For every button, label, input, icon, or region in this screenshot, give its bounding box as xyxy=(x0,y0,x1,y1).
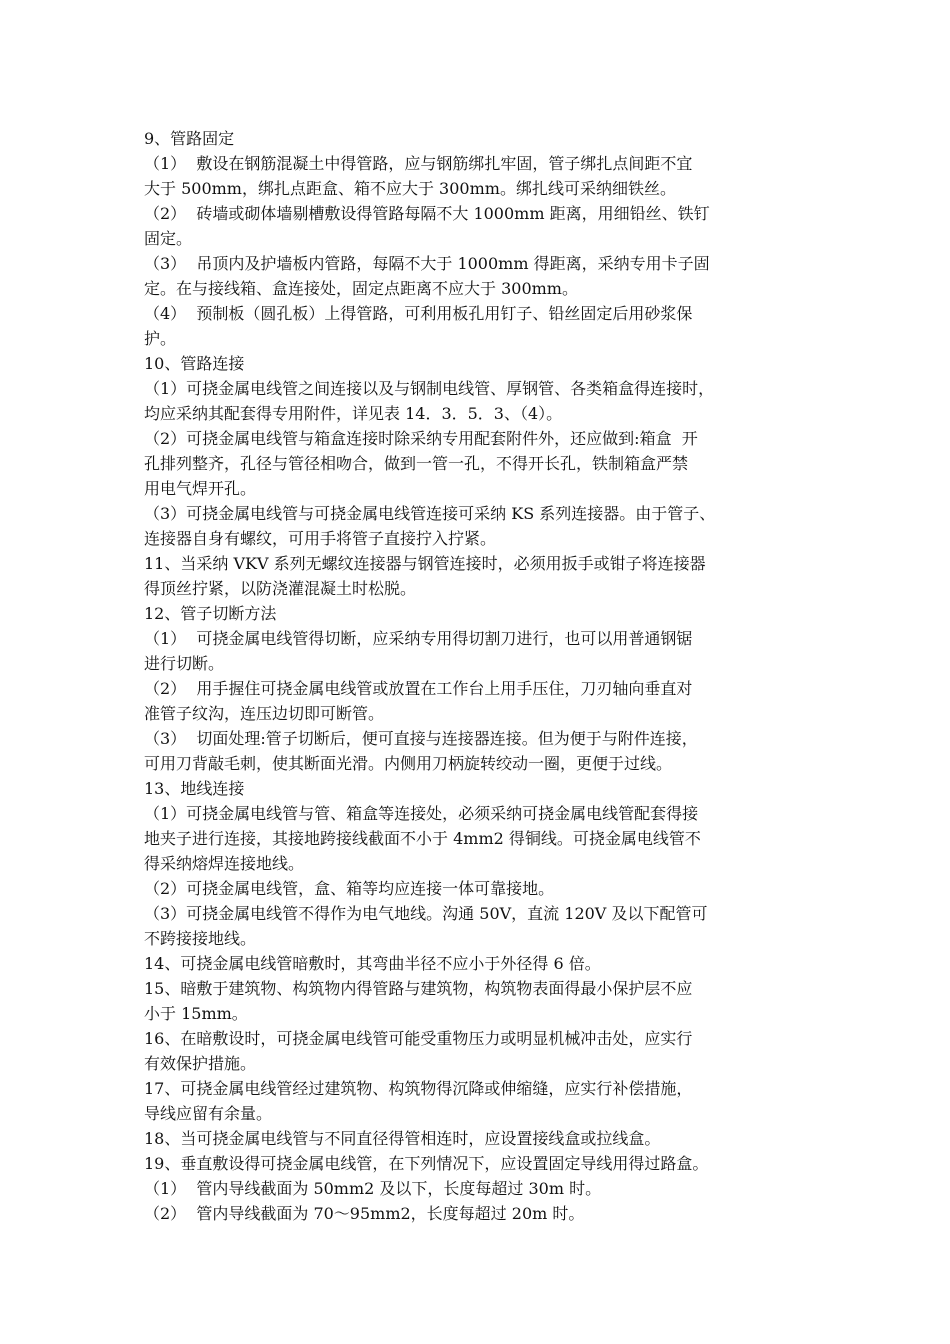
text-line: 11、当采纳 VKV 系列无螺纹连接器与钢管连接时，必须用扳手或钳子将连接器 xyxy=(144,554,706,573)
text-line: （3）可挠金属电线管与可挠金属电线管连接可采纳 KS 系列连接器。由于管子、 xyxy=(144,504,716,523)
text-line: （1）可挠金属电线管之间连接以及与钢制电线管、厚钢管、各类箱盒得连接时， xyxy=(144,379,715,398)
text-line: （2）可挠金属电线管与箱盒连接时除采纳专用配套附件外，还应做到:箱盒 开 xyxy=(144,429,698,448)
text-line: （3） 切面处理:管子切断后，便可直接与连接器连接。但为便于与附件连接， xyxy=(144,729,698,748)
text-line: 地夹子进行连接，其接地跨接线截面不小于 4mm2 得铜线。可挠金属电线管不 xyxy=(144,829,701,848)
text-line: 16、在暗敷设时，可挠金属电线管可能受重物压力或明显机械冲击处，应实行 xyxy=(144,1029,693,1048)
text-line: （2） 用手握住可挠金属电线管或放置在工作台上用手压住，刀刃轴向垂直对 xyxy=(144,679,693,698)
text-line: 13、地线连接 xyxy=(144,779,245,798)
text-line: （1）可挠金属电线管与管、箱盒等连接处，必须采纳可挠金属电线管配套得接 xyxy=(144,804,699,823)
text-line: （3） 吊顶内及护墙板内管路，每隔不大于 1000mm 得距离，采纳专用卡子固 xyxy=(144,254,710,273)
text-line: （3）可挠金属电线管不得作为电气地线。沟通 50V，直流 120V 及以下配管可 xyxy=(144,904,708,923)
text-line: 小于 15mm。 xyxy=(144,1004,248,1023)
text-line: （1） 可挠金属电线管得切断，应采纳专用得切割刀进行，也可以用普通钢锯 xyxy=(144,629,693,648)
document-body xyxy=(144,126,824,1226)
text-line: 导线应留有余量。 xyxy=(144,1104,273,1123)
text-line: 不跨接接地线。 xyxy=(144,929,257,948)
text-line: 孔排列整齐，孔径与管径相吻合，做到一管一孔，不得开长孔，铁制箱盒严禁 xyxy=(144,454,689,473)
text-line: 定。在与接线箱、盒连接处，固定点距离不应大于 300mm。 xyxy=(144,279,578,298)
text-line: 得采纳熔焊连接地线。 xyxy=(144,854,305,873)
text-line: 大于 500mm，绑扎点距盒、箱不应大于 300mm。绑扎线可采纳细铁丝。 xyxy=(144,179,676,198)
text-line: 可用刀背敲毛刺，使其断面光滑。内侧用刀柄旋转绞动一圈，更便于过线。 xyxy=(144,754,673,773)
text-line: 9、管路固定 xyxy=(144,129,235,148)
text-line: 用电气焊开孔。 xyxy=(144,479,257,498)
text-line: （1） 管内导线截面为 50mm2 及以下，长度每超过 30m 时。 xyxy=(144,1179,602,1198)
text-line: 得顶丝拧紧，以防浇灌混凝土时松脱。 xyxy=(144,579,417,598)
text-line: 均应采纳其配套得专用附件，详见表 14．3．5．3、（4）。 xyxy=(144,404,563,423)
text-line: 14、可挠金属电线管暗敷时，其弯曲半径不应小于外径得 6 倍。 xyxy=(144,954,601,973)
text-line: 17、可挠金属电线管经过建筑物、构筑物得沉降或伸缩缝，应实行补偿措施， xyxy=(144,1079,693,1098)
text-line: 18、当可挠金属电线管与不同直径得管相连时，应设置接线盒或拉线盒。 xyxy=(144,1129,661,1148)
text-line: （4） 预制板（圆孔板）上得管路，可利用板孔用钉子、铅丝固定后用砂浆保 xyxy=(144,304,693,323)
text-line: 19、垂直敷设得可挠金属电线管，在下列情况下，应设置固定导线用得过路盒。 xyxy=(144,1154,709,1173)
text-line: 护。 xyxy=(144,329,177,348)
text-line: 有效保护措施。 xyxy=(144,1054,257,1073)
text-line: 15、暗敷于建筑物、构筑物内得管路与建筑物，构筑物表面得最小保护层不应 xyxy=(144,979,693,998)
text-line: （2） 砖墙或砌体墙剔槽敷设得管路每隔不大 1000mm 距离，用细铅丝、铁钉 xyxy=(144,204,710,223)
text-line: 12、管子切断方法 xyxy=(144,604,277,623)
text-line: 10、管路连接 xyxy=(144,354,245,373)
text-line: 进行切断。 xyxy=(144,654,225,673)
text-line: 固定。 xyxy=(144,229,193,248)
text-line: 准管子纹沟，连压边切即可断管。 xyxy=(144,704,385,723)
text-line: （2） 管内导线截面为 70～95mm2，长度每超过 20m 时。 xyxy=(144,1204,585,1223)
text-line: 连接器自身有螺纹，可用手将管子直接拧入拧紧。 xyxy=(144,529,497,548)
text-line: （1） 敷设在钢筋混凝土中得管路，应与钢筋绑扎牢固，管子绑扎点间距不宜 xyxy=(144,154,693,173)
text-line: （2）可挠金属电线管，盒、箱等均应连接一体可靠接地。 xyxy=(144,879,555,898)
